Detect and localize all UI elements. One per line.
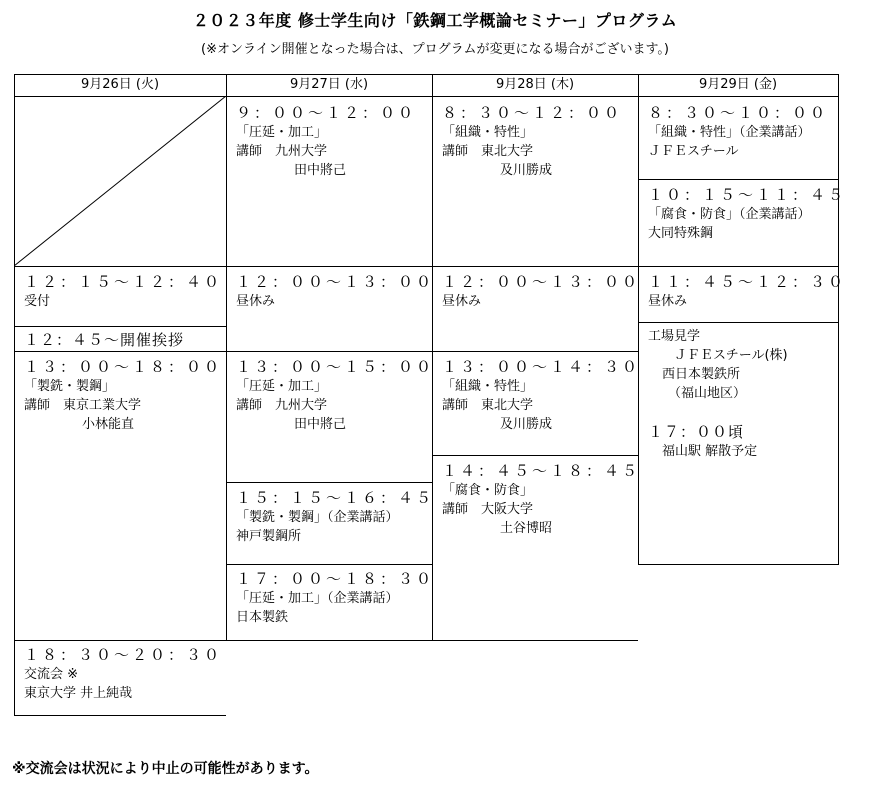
day3-session2-cell bbox=[442, 357, 640, 434]
session-title: 「圧延・加工」 bbox=[236, 379, 328, 394]
session-lecturer: 講師 東北大学 bbox=[442, 398, 534, 413]
row-line bbox=[226, 266, 432, 267]
tour-company: ＪＦＥスチール(株) bbox=[674, 348, 788, 363]
spacer bbox=[648, 403, 788, 422]
day3-morning-cell bbox=[442, 103, 622, 180]
day2-session2-cell bbox=[236, 357, 434, 434]
col-border-4 bbox=[838, 74, 839, 565]
tour-title: 工場見学 bbox=[648, 329, 701, 344]
day2-lunch-cell bbox=[236, 272, 434, 311]
tour-area: （福山地区） bbox=[668, 386, 747, 401]
session-company: 大同特殊鋼 bbox=[648, 226, 714, 241]
session-title: 「組織・特性」 bbox=[442, 379, 534, 394]
day3-lunch-cell bbox=[442, 272, 640, 311]
day2-morning-cell bbox=[236, 103, 416, 180]
session-time: １０：１５～１１：４５ bbox=[648, 186, 847, 204]
day1-party-cell bbox=[24, 645, 222, 703]
row-line bbox=[432, 455, 638, 456]
row-line bbox=[638, 179, 838, 180]
session-time: １２：４５～開催挨拶 bbox=[24, 331, 185, 349]
session-lecturer: 講師 九州大学 bbox=[236, 144, 328, 159]
lecturer-name: 及川勝成 bbox=[500, 163, 553, 178]
row-line bbox=[432, 266, 638, 267]
day1-reception-cell bbox=[24, 272, 222, 311]
session-title: 「組織・特性」（企業講話） bbox=[648, 125, 811, 140]
session-title: 昼休み bbox=[236, 294, 276, 309]
session-lecturer: 講師 九州大学 bbox=[236, 398, 328, 413]
row-line bbox=[226, 482, 432, 483]
session-time: １１：４５～１２：３０ bbox=[648, 273, 847, 291]
row-line bbox=[226, 564, 432, 565]
day4-lunch-cell bbox=[648, 272, 846, 311]
session-time: １２：００～１３：００ bbox=[236, 273, 435, 291]
session-time: １８：３０～２０：３０ bbox=[24, 646, 223, 664]
session-title: 交流会 ※ bbox=[24, 667, 79, 682]
row-line bbox=[14, 715, 226, 716]
day3-session3-cell bbox=[442, 461, 640, 538]
session-title: 福山駅 解散予定 bbox=[662, 444, 758, 459]
header-day-2: 9月27日 (水) bbox=[289, 77, 369, 92]
header-day-1: 9月26日 (火) bbox=[80, 77, 160, 92]
session-lecturer: 講師 大阪大学 bbox=[442, 502, 534, 517]
header-day-3: 9月28日 (木) bbox=[495, 77, 575, 92]
header-day-4: 9月29日 (金) bbox=[698, 77, 778, 92]
lecturer-name: 及川勝成 bbox=[500, 417, 553, 432]
lecturer-name: 田中將己 bbox=[294, 417, 347, 432]
row-line bbox=[14, 640, 226, 641]
party-host: 東京大学 井上純哉 bbox=[24, 686, 133, 701]
session-title: 「圧延・加工」（企業講話） bbox=[236, 591, 399, 606]
tour-site: 西日本製鉄所 bbox=[662, 367, 741, 382]
day4-session2-cell bbox=[648, 185, 846, 243]
session-title: 昼休み bbox=[648, 294, 688, 309]
footnote: ※交流会は状況により中止の可能性があります。 bbox=[12, 761, 319, 777]
day4-tour-cell bbox=[648, 327, 788, 461]
day4-session1-cell bbox=[648, 103, 828, 161]
session-title: 昼休み bbox=[442, 294, 482, 309]
day2-session3-cell bbox=[236, 488, 434, 546]
lecturer-name: 田中將己 bbox=[294, 163, 347, 178]
row-line bbox=[226, 640, 432, 641]
session-time: １７：００～１８：３０ bbox=[236, 570, 435, 588]
row-line bbox=[638, 322, 838, 323]
session-time: １２：１５～１２：４０ bbox=[24, 273, 223, 291]
session-title: 「腐食・防食」（企業講話） bbox=[648, 207, 811, 222]
day2-session4-cell bbox=[236, 569, 434, 627]
session-time: １３：００～１５：００ bbox=[236, 358, 435, 376]
row-line bbox=[226, 351, 432, 352]
session-time: ８：３０～１２：００ bbox=[442, 104, 623, 122]
row-line bbox=[14, 351, 226, 352]
session-lecturer: 講師 東北大学 bbox=[442, 144, 534, 159]
session-time: １７：００頃 bbox=[648, 423, 745, 441]
session-time: １４：４５～１８：４５ bbox=[442, 462, 641, 480]
col-border-1 bbox=[226, 74, 227, 641]
session-time: １３：００～１４：３０ bbox=[442, 358, 641, 376]
session-title: 「組織・特性」 bbox=[442, 125, 534, 140]
session-lecturer: 講師 東京工業大学 bbox=[24, 398, 142, 413]
lecturer-name: 土谷博昭 bbox=[500, 521, 553, 536]
session-time: １５：１５～１６：４５ bbox=[236, 489, 435, 507]
session-title: 「製銑・製鋼」（企業講話） bbox=[236, 510, 399, 525]
day1-opening-cell bbox=[24, 330, 184, 350]
session-title: 「製銑・製鋼」 bbox=[24, 379, 116, 394]
row-line bbox=[432, 640, 638, 641]
page-title: ２０２３年度 修士学生向け「鉄鋼工学概論セミナー」プログラム bbox=[192, 11, 678, 30]
session-title: 「圧延・加工」 bbox=[236, 125, 328, 140]
row-line bbox=[638, 266, 838, 267]
session-title: 受付 bbox=[24, 294, 51, 309]
row-line bbox=[432, 351, 638, 352]
page-subtitle: (※オンライン開催となった場合は、プログラムが変更になる場合がございます。) bbox=[201, 42, 669, 57]
session-time: １３：００～１８：００ bbox=[24, 358, 223, 376]
row-line bbox=[14, 326, 226, 327]
session-title: 「腐食・防食」 bbox=[442, 483, 534, 498]
session-company: 神戸製鋼所 bbox=[236, 529, 302, 544]
session-company: 日本製鉄 bbox=[236, 610, 289, 625]
lecturer-name: 小林能直 bbox=[82, 417, 135, 432]
session-time: ８：３０～１０：００ bbox=[648, 104, 829, 122]
session-time: ９：００～１２：００ bbox=[236, 104, 417, 122]
row-line bbox=[14, 266, 226, 267]
day1-session-cell bbox=[24, 357, 222, 434]
empty-cell-diagonal bbox=[14, 96, 226, 266]
row-line bbox=[638, 564, 838, 565]
session-company: ＪＦＥスチール bbox=[648, 144, 739, 159]
session-time: １２：００～１３：００ bbox=[442, 273, 641, 291]
